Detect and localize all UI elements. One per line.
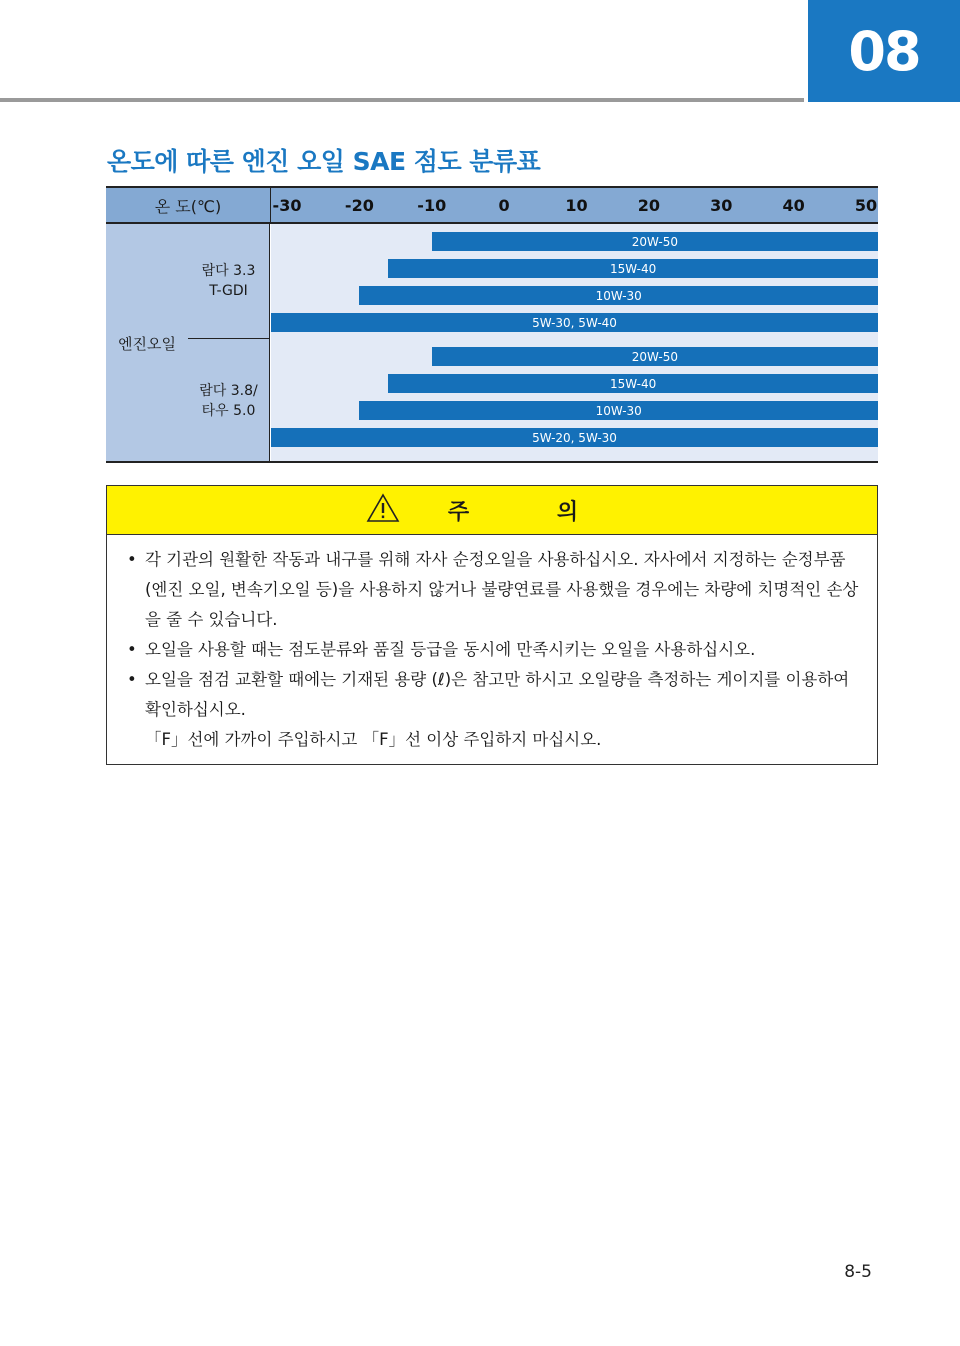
caution-item-text: 오일을 점검 교환할 때에는 기재된 용량 (ℓ)은 참고만 하시고 오일량을 측정하는 게이지를 이용하여 확인하십시오. (145, 670, 850, 719)
chapter-tab: 08 (808, 0, 960, 102)
caution-item: • 오일을 사용할 때는 점도분류와 품질 등급을 동시에 만족시키는 오일을 사용하십시오. (127, 640, 756, 659)
caution-item-text: 각 기관의 원활한 작동과 내구를 위해 자사 순정오일을 사용하십시오. 자사에서 지정하는 순정부품(엔진 오일, 변속기오일 등)을 사용하지 않거나 불량연료를 사용했을 경우에는 차량에 치명적인 손상을 줄 수 있습니다. (145, 550, 859, 629)
caution-header (107, 486, 877, 535)
caution-note: 「F」선에 가까이 주입하시고 「F」선 이상 주입하지 마십시오. (145, 730, 602, 749)
temperature-label: 온 도(℃) (106, 188, 271, 222)
temperature-tick: -30 (272, 195, 302, 215)
temperature-tick: 30 (710, 195, 733, 215)
temperature-tick: 50 (854, 195, 878, 215)
oil-grade-bar: 20W-50 (432, 232, 878, 251)
oil-grade-bar: 10W-30 (359, 401, 878, 420)
grade-range-area-2 (271, 339, 878, 463)
oil-grade-bar: 20W-50 (432, 347, 878, 366)
engine-group-2-label (188, 339, 270, 463)
oil-grade-bar: 15W-40 (388, 374, 878, 393)
engine-name-line2: T-GDI (209, 283, 248, 299)
caution-item: • 오일을 점검 교환할 때에는 기재된 용량 (ℓ)은 참고만 하시고 오일량을 측정하는 게이지를 이용하여 확인하십시오. (127, 670, 850, 719)
oil-grade-bar: 5W-20, 5W-30 (271, 428, 878, 447)
temperature-tick: 40 (782, 195, 805, 215)
engine-group-1-label (188, 224, 270, 339)
engine-name-line1: 람다 3.3 (201, 263, 256, 279)
caution-item: • 각 기관의 원활한 작동과 내구를 위해 자사 순정오일을 사용하십시오. 자사에서 지정하는 순정부품(엔진 오일, 변속기오일 등)을 사용하지 않거나 불량연료를 사용했을 경우에는 차량에 치명적인 손상을 줄 수 있습니다. (127, 550, 859, 629)
table-bottom-rule (106, 461, 878, 463)
temperature-tick: -20 (344, 195, 374, 215)
oil-grade-bar: 15W-40 (388, 259, 878, 278)
caution-box (106, 485, 878, 765)
caution-body (107, 535, 877, 755)
caution-item-text: 오일을 사용할 때는 점도분류와 품질 등급을 동시에 만족시키는 오일을 사용하십시오. (145, 640, 756, 659)
engine-name-line1: 람다 3.8/ (199, 383, 258, 399)
caution-title: 주 의 (447, 499, 619, 525)
section-title: 온도에 따른 엔진 오일 SAE 점도 분류표 (107, 147, 541, 176)
engine-name-line2: 타우 5.0 (201, 403, 256, 419)
temperature-tick: -10 (417, 195, 447, 215)
temperature-tick: 0 (498, 195, 510, 215)
oil-grade-bar: 5W-30, 5W-40 (271, 313, 878, 332)
page-number: 8-5 (844, 1262, 872, 1282)
grade-range-area-1 (271, 224, 878, 340)
oil-grade-bar: 10W-30 (359, 286, 878, 305)
viscosity-table (106, 186, 878, 463)
temperature-tick: 10 (565, 195, 588, 215)
table-header (106, 186, 878, 224)
engine-oil-label: 엔진오일 (106, 224, 189, 463)
temperature-tick: 20 (637, 195, 660, 215)
header-rule (0, 98, 804, 102)
warning-triangle-icon (366, 493, 400, 527)
